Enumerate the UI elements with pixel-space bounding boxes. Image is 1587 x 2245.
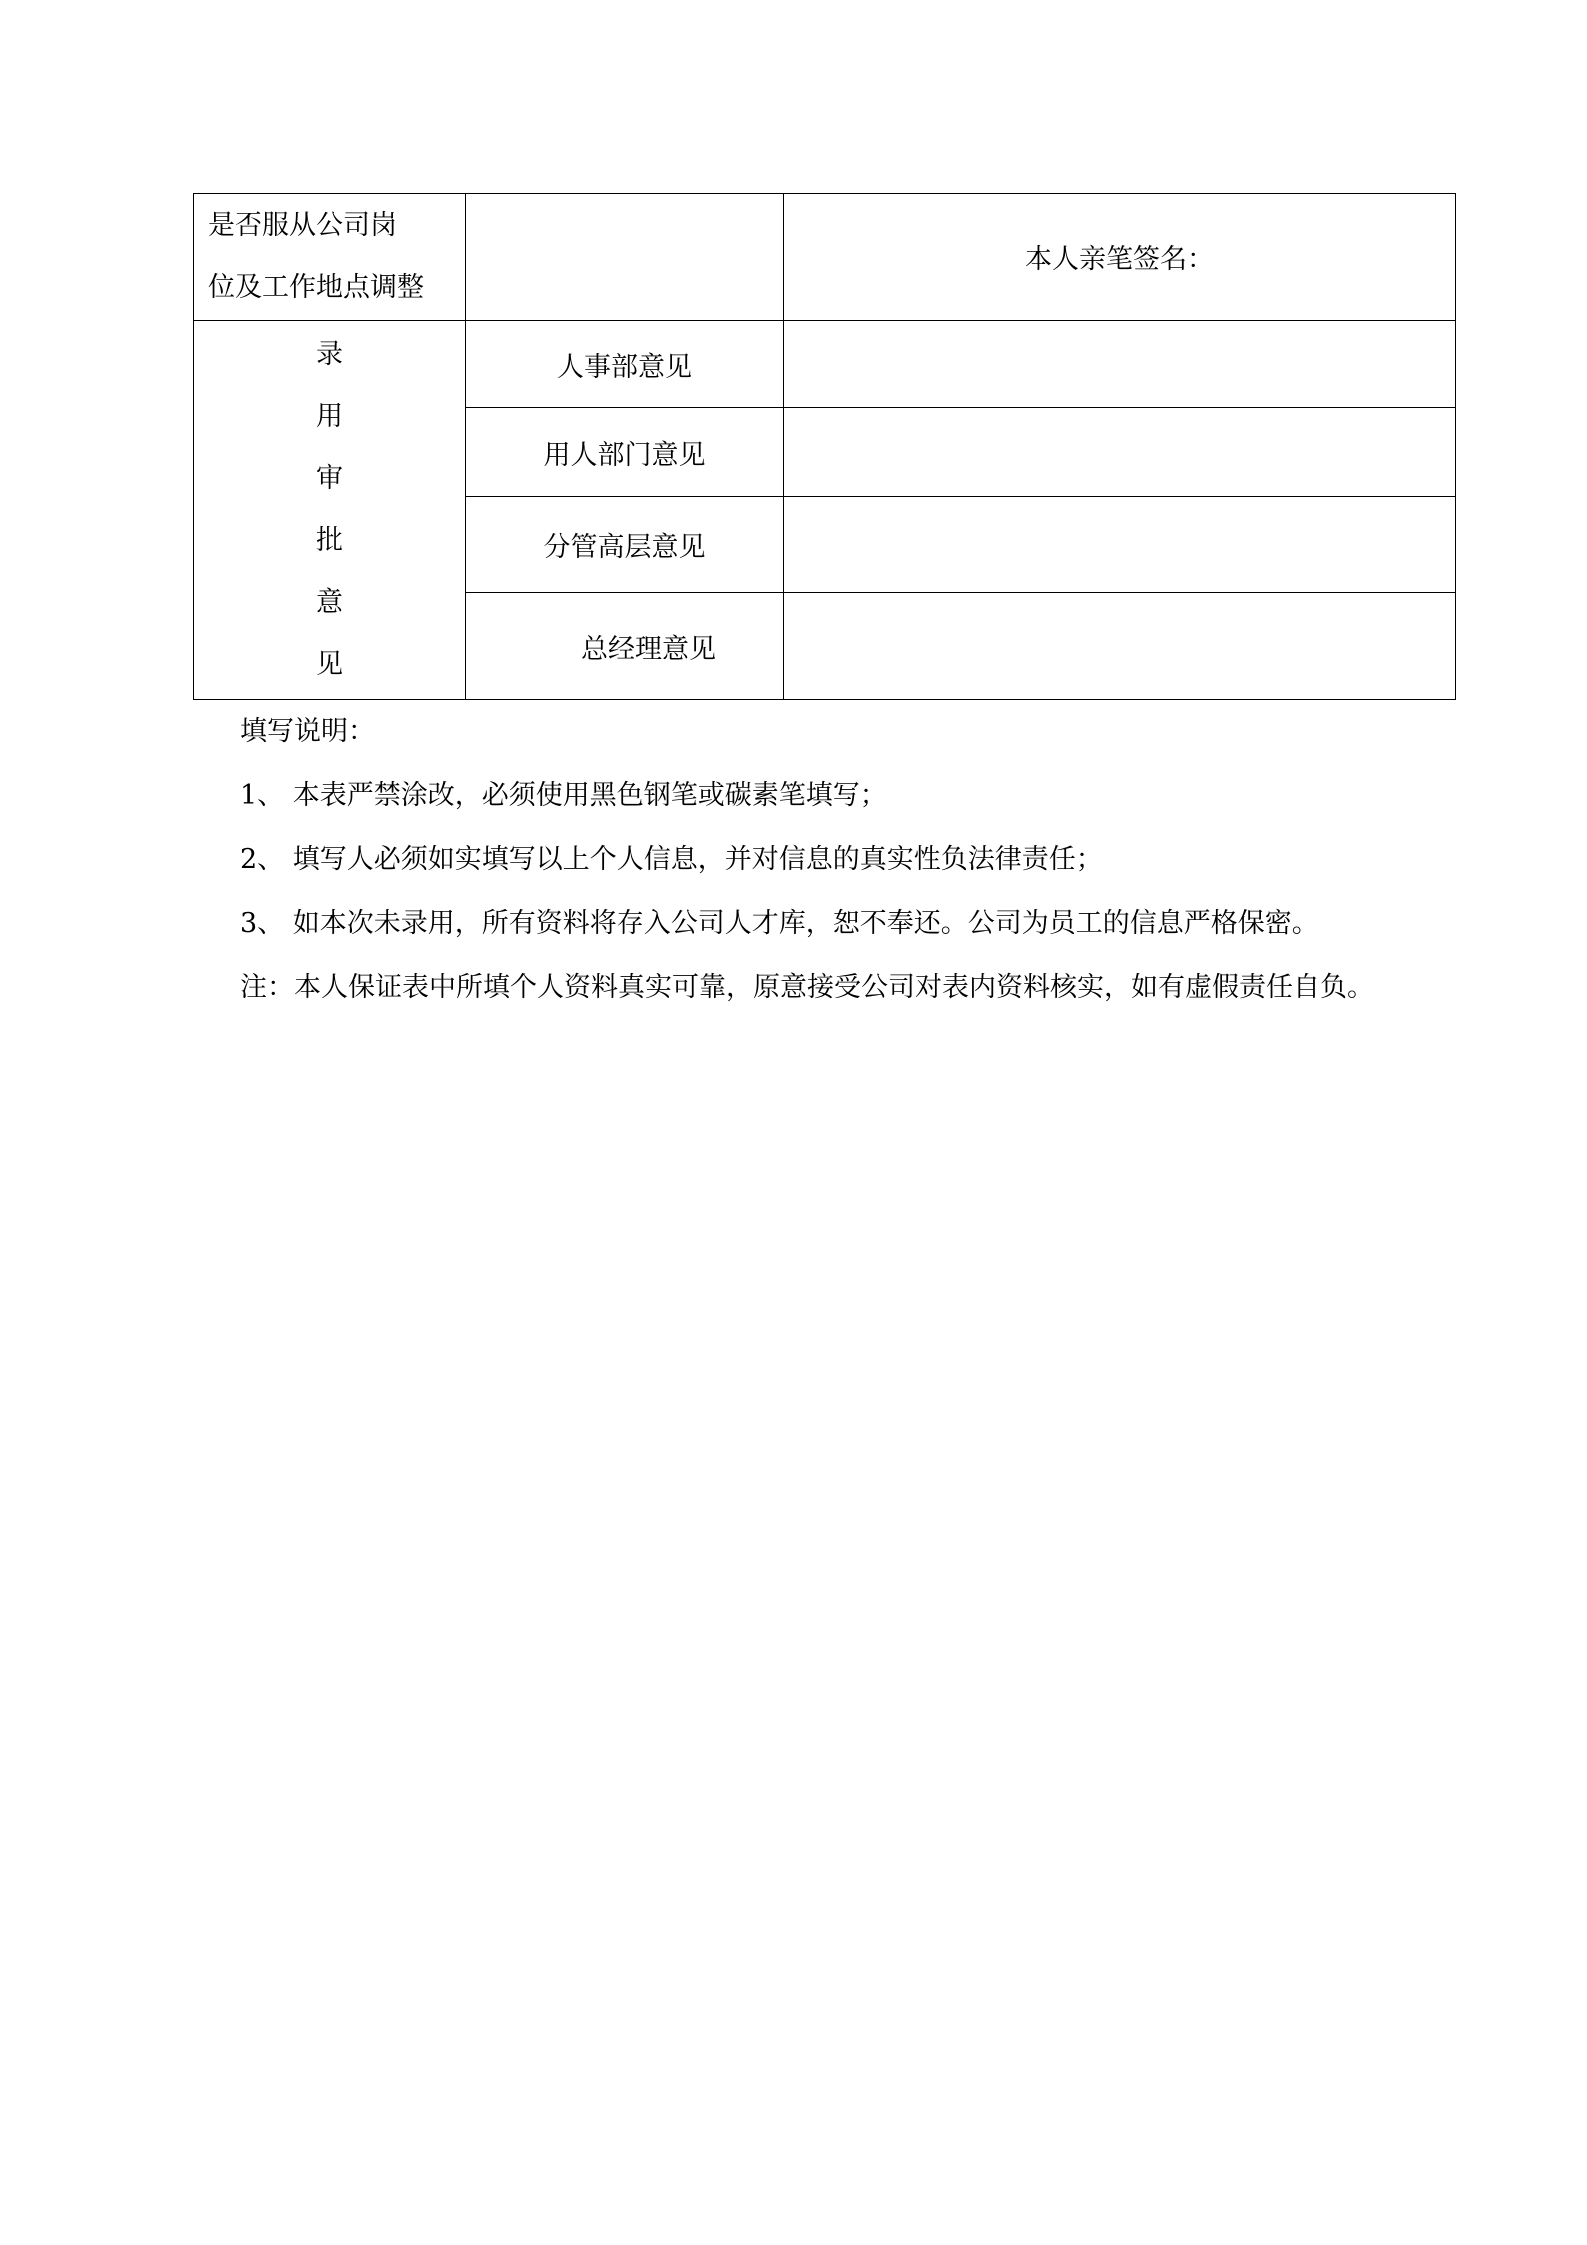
instructions-section <box>240 700 1374 1020</box>
hr-opinion-field[interactable] <box>784 321 1456 408</box>
hr-opinion-label: 人事部意见 <box>466 321 784 408</box>
adjustment-question-cell <box>194 194 466 321</box>
exec-opinion-label: 分管高层意见 <box>466 497 784 593</box>
approval-row-hr <box>194 321 1456 408</box>
signature-cell[interactable] <box>784 194 1456 321</box>
adjustment-answer-field[interactable] <box>466 194 784 321</box>
vertical-char: 录 <box>316 339 343 370</box>
dept-opinion-field[interactable] <box>784 408 1456 497</box>
footnote: 注：本人保证表中所填个人资料真实可靠，原意接受公司对表内资料核实，如有虚假责任自负。 <box>240 972 1374 1003</box>
gm-opinion-label-cell <box>466 593 784 700</box>
dept-opinion-label: 用人部门意见 <box>466 408 784 497</box>
vertical-char: 用 <box>316 401 343 432</box>
adjustment-question-line1: 是否服从公司岗 <box>208 210 397 241</box>
approval-form-table <box>193 193 1456 700</box>
gm-opinion-label: 总经理意见 <box>581 633 716 665</box>
instruction-item: 2、 填写人必须如实填写以上个人信息，并对信息的真实性负法律责任； <box>240 844 1103 875</box>
adjustment-question-line2: 位及工作地点调整 <box>208 272 424 303</box>
vertical-char: 审 <box>316 463 343 494</box>
approval-vertical-label <box>194 321 466 700</box>
vertical-char: 见 <box>316 649 343 680</box>
instruction-item: 3、 如本次未录用，所有资料将存入公司人才库，恕不奉还。公司为员工的信息严格保密。 <box>240 908 1319 939</box>
signature-label: 本人亲笔签名： <box>1025 243 1214 275</box>
vertical-char: 意 <box>316 587 343 618</box>
instruction-item: 1、 本表严禁涂改，必须使用黑色钢笔或碳素笔填写； <box>240 780 887 811</box>
instructions-heading: 填写说明： <box>240 716 375 747</box>
adjustment-row <box>194 194 1456 321</box>
vertical-char: 批 <box>316 525 343 556</box>
gm-opinion-field[interactable] <box>784 593 1456 700</box>
exec-opinion-field[interactable] <box>784 497 1456 593</box>
